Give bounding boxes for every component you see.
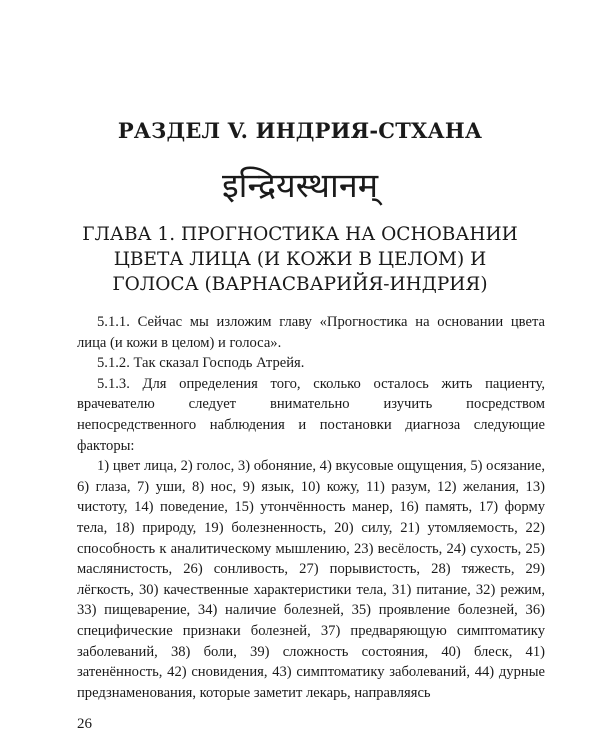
paragraph-5-1-3: 5.1.3. Для определения того, сколько осталось жить пациенту, врачевателю следует внимательно изучить посредством непосредственного наблюдения и постановки диагноза следующие факторы: — [77, 375, 545, 454]
paragraph-5-1-2: 5.1.2. Так сказал Господь Атрейя. — [97, 355, 305, 372]
body-text — [77, 312, 545, 703]
sanskrit-title: इन्द्रियस्थानम् — [221, 166, 379, 206]
factors-list-paragraph: 1) цвет лица, 2) голос, 3) обоняние, 4) вкусовые ощущения, 5) осязание, 6) глаза, 7) уши, 8) нос, 9) язык, 10) кожу, 11) разум, 12) желания, 13) чистоту, 14) поведение, 15) утончённость манер, 16) память, 17) форму тела, 18) природу, 19) болезненность, 20) силу, 21) утомляемость, 22) способность к аналитическому мышлению, 23) весёлость, 24) сухость, 25) маслянистость, 26) сонливость, 27) порывистость, 28) тяжесть, 29) лёгкость, 30) качественные характеристики тела, 31) питание, 32) режим, 33) пищеварение, 34) наличие болезней, 35) проявление болезней, 36) специфические признаки болезней, 37) предваряющую симптоматику заболеваний, 38) боли, 39) сложность состояния, 40) блеск, 41) затенённость, 42) сновидения, 43) симптоматику заболеваний, 44) дурные предзнаменования, которые заметит лекарь, направляясь — [77, 458, 545, 701]
page-number: 26 — [77, 716, 92, 732]
section-title: РАЗДЕЛ V. ИНДРИЯ-СТХАНА — [117, 118, 483, 143]
paragraph-5-1-1: 5.1.1. Сейчас мы изложим главу «Прогностика на основании цвета лица (и кожи в целом) и голоса». — [77, 314, 545, 351]
chapter-title: ГЛАВА 1. ПРОГНОСТИКА НА ОСНОВАНИИ ЦВЕТА ЛИЦА (И КОЖИ В ЦЕЛОМ) И ГОЛОСА (ВАРНАСВАРИЙЯ-ИНДРИЯ) — [82, 224, 518, 295]
